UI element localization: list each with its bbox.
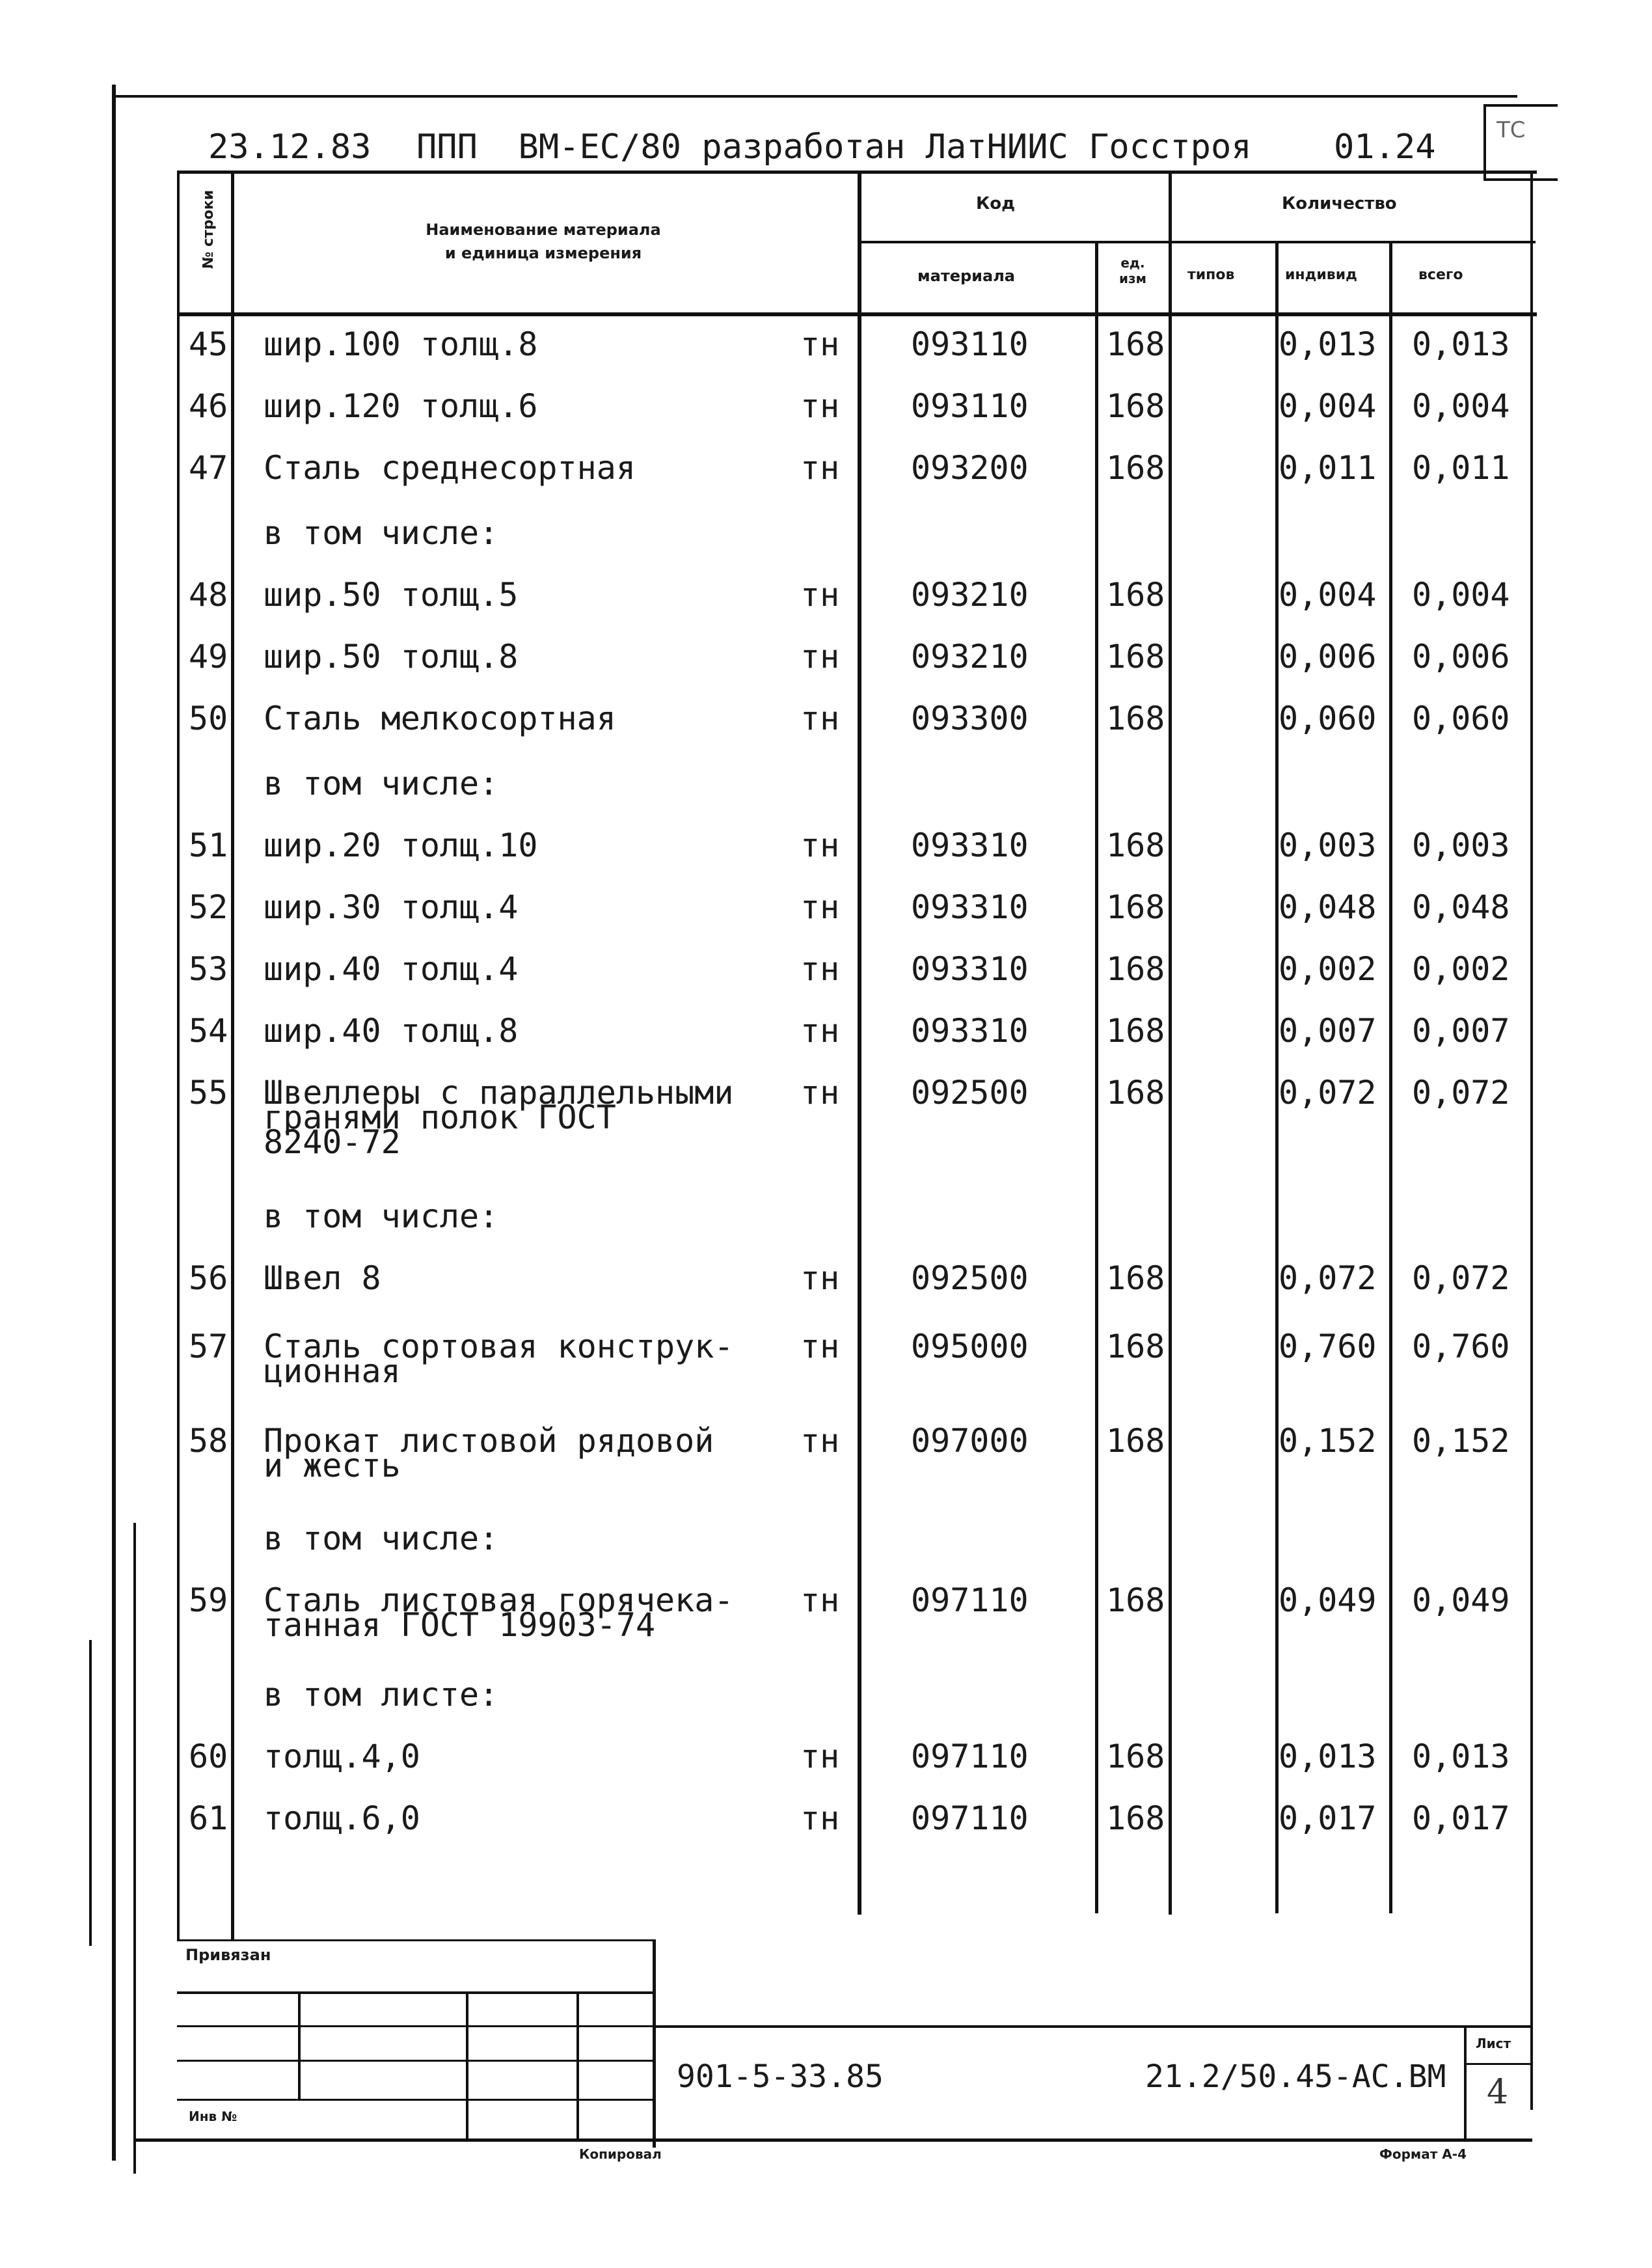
- header-qty-types: типов: [1187, 267, 1235, 283]
- cell-code: 093200: [911, 449, 1029, 487]
- header-code: 01.24: [1334, 128, 1436, 167]
- cell-name: Прокат листовой рядовой и жесть: [264, 1422, 714, 1484]
- cell-code: 092500: [911, 1259, 1029, 1297]
- corner-mark: ТС: [1496, 117, 1526, 143]
- col-line-6: [1389, 241, 1392, 1913]
- cell-no: 49: [189, 638, 228, 676]
- cell-ed: 168: [1106, 700, 1165, 737]
- cell-unit: тн: [800, 827, 840, 864]
- cell-indiv: 0,049: [1279, 1581, 1377, 1619]
- cell-name: шир.40 толщ.4: [264, 950, 519, 988]
- cell-indiv: 0,004: [1279, 576, 1377, 614]
- privyazan-label: Привязан: [185, 1946, 271, 1964]
- cell-ed: 168: [1106, 387, 1165, 425]
- cell-ed: 168: [1106, 1259, 1165, 1297]
- cell-name: в том числе:: [264, 514, 499, 552]
- cell-ed: 168: [1106, 1738, 1165, 1775]
- copied-label: Копировал: [579, 2146, 662, 2162]
- cell-no: 60: [189, 1738, 228, 1775]
- cell-name: в том числе:: [264, 765, 499, 802]
- cell-indiv: 0,004: [1279, 387, 1377, 425]
- stamp-col-1: [298, 1991, 301, 2099]
- cell-total: 0,006: [1412, 638, 1510, 676]
- cell-name: шир.40 толщ.8: [264, 1012, 519, 1050]
- cell-no: 50: [189, 700, 228, 737]
- cell-ed: 168: [1106, 1422, 1165, 1460]
- cell-indiv: 0,072: [1279, 1259, 1377, 1297]
- cell-unit: тн: [800, 449, 840, 487]
- cell-indiv: 0,760: [1279, 1328, 1377, 1365]
- cell-indiv: 0,007: [1279, 1012, 1377, 1050]
- cell-code: 097110: [911, 1738, 1029, 1775]
- cell-name: шир.20 толщ.10: [264, 827, 538, 864]
- cell-indiv: 0,013: [1279, 1738, 1377, 1775]
- cell-no: 53: [189, 950, 228, 988]
- cell-ed: 168: [1106, 1328, 1165, 1365]
- frame-top-line: [112, 95, 1517, 98]
- cell-indiv: 0,017: [1279, 1799, 1377, 1837]
- col-line-2: [858, 171, 861, 1915]
- cell-unit: тн: [800, 1799, 840, 1837]
- cell-name: Швеллеры с параллельными гранями полок ГОСТ 8240-72: [264, 1074, 734, 1161]
- cell-ed: 168: [1106, 827, 1165, 864]
- cell-indiv: 0,002: [1279, 950, 1377, 988]
- cell-unit: тн: [800, 1074, 840, 1112]
- cell-name: Швел 8: [264, 1259, 381, 1297]
- cell-indiv: 0,060: [1279, 700, 1377, 737]
- cell-name: толщ.4,0: [264, 1738, 420, 1775]
- cell-total: 0,048: [1412, 888, 1510, 926]
- cell-code: 093310: [911, 1012, 1029, 1050]
- cell-no: 57: [189, 1328, 228, 1365]
- col-line-3: [1095, 241, 1098, 1913]
- cell-code: 093110: [911, 325, 1029, 363]
- cell-name: шир.50 толщ.5: [264, 576, 519, 614]
- cell-no: 61: [189, 1799, 228, 1837]
- frame-left-line: [112, 85, 116, 2161]
- margin-line: [133, 1523, 136, 2174]
- cell-total: 0,060: [1412, 700, 1510, 737]
- cell-total: 0,011: [1412, 449, 1510, 487]
- cell-no: 47: [189, 449, 228, 487]
- cell-total: 0,152: [1412, 1422, 1510, 1460]
- cell-total: 0,004: [1412, 576, 1510, 614]
- cell-unit: тн: [800, 1422, 840, 1460]
- header-text: ППП ВМ-ЕС/80 разработан ЛатНИИС Госстроя: [416, 128, 1252, 167]
- table-header-mid-line: [859, 241, 1536, 243]
- cell-name: Сталь листовая горячека- танная ГОСТ 19903-74: [264, 1581, 734, 1644]
- cell-ed: 168: [1106, 1074, 1165, 1112]
- cell-total: 0,017: [1412, 1799, 1510, 1837]
- stamp-col-3: [576, 1991, 579, 2141]
- cell-total: 0,013: [1412, 325, 1510, 363]
- cell-code: 093210: [911, 638, 1029, 676]
- cell-unit: тн: [800, 1328, 840, 1365]
- cell-unit: тн: [800, 888, 840, 926]
- table-header-bottom-line: [177, 312, 1537, 316]
- cell-name: шир.50 толщ.8: [264, 638, 519, 676]
- cell-code: 097000: [911, 1422, 1029, 1460]
- col-line-7: [1530, 171, 1533, 2110]
- stamp-bottom-line: [133, 2138, 1532, 2142]
- cell-no: 45: [189, 325, 228, 363]
- cell-name: шир.120 толщ.6: [264, 387, 538, 425]
- cell-unit: тн: [800, 1581, 840, 1619]
- doc-id: 21.2/50.45-АС.ВМ: [1145, 2058, 1446, 2095]
- header-qty-total: всего: [1418, 267, 1463, 283]
- cell-code: 095000: [911, 1328, 1029, 1365]
- cell-indiv: 0,003: [1279, 827, 1377, 864]
- cell-total: 0,007: [1412, 1012, 1510, 1050]
- cell-total: 0,760: [1412, 1328, 1510, 1365]
- header-code-group: Код: [976, 194, 1016, 213]
- cell-name: в том числе:: [264, 1520, 499, 1557]
- cell-total: 0,002: [1412, 950, 1510, 988]
- cell-unit: тн: [800, 638, 840, 676]
- cell-no: 58: [189, 1422, 228, 1460]
- cell-ed: 168: [1106, 325, 1165, 363]
- sheet-no: 4: [1487, 2073, 1509, 2112]
- stamp-line-2: [177, 2025, 655, 2027]
- cell-code: 093210: [911, 576, 1029, 614]
- cell-no: 54: [189, 1012, 228, 1050]
- cell-indiv: 0,048: [1279, 888, 1377, 926]
- table-top-line: [177, 171, 1537, 174]
- cell-no: 59: [189, 1581, 228, 1619]
- cell-no: 51: [189, 827, 228, 864]
- header-qty-indiv: индивид: [1285, 267, 1357, 283]
- cell-name: шир.100 толщ.8: [264, 325, 538, 363]
- cell-indiv: 0,072: [1279, 1074, 1377, 1112]
- cell-unit: тн: [800, 700, 840, 737]
- cell-unit: тн: [800, 1012, 840, 1050]
- cell-ed: 168: [1106, 888, 1165, 926]
- cell-name: в том листе:: [264, 1676, 499, 1714]
- title-block-top-line: [653, 2025, 1531, 2028]
- cell-total: 0,072: [1412, 1259, 1510, 1297]
- stamp-line-3: [177, 2060, 655, 2062]
- cell-unit: тн: [800, 387, 840, 425]
- header-row-no: № строки: [200, 189, 217, 269]
- cell-ed: 168: [1106, 1012, 1165, 1050]
- sheet-box-mid: [1464, 2063, 1532, 2065]
- cell-no: 55: [189, 1074, 228, 1112]
- cell-code: 092500: [911, 1074, 1029, 1112]
- cell-name: Сталь мелкосортная: [264, 700, 616, 737]
- cell-no: 46: [189, 387, 228, 425]
- cell-code: 093310: [911, 888, 1029, 926]
- cell-ed: 168: [1106, 576, 1165, 614]
- footer-stamp: [177, 1939, 655, 1941]
- stamp-col-2: [466, 1991, 468, 2141]
- cell-name: Сталь среднесортная: [264, 449, 636, 487]
- stamp-line-1: [177, 1991, 655, 1994]
- cell-name: толщ.6,0: [264, 1799, 420, 1837]
- cell-code: 093110: [911, 387, 1029, 425]
- cell-code: 093310: [911, 827, 1029, 864]
- cell-ed: 168: [1106, 1799, 1165, 1837]
- cell-name: шир.30 толщ.4: [264, 888, 519, 926]
- cell-no: 52: [189, 888, 228, 926]
- cell-no: 56: [189, 1259, 228, 1297]
- doc-code: 901-5-33.85: [677, 2058, 884, 2095]
- cell-total: 0,072: [1412, 1074, 1510, 1112]
- cell-ed: 168: [1106, 638, 1165, 676]
- header-date: 23.12.83: [208, 128, 372, 167]
- cell-code: 097110: [911, 1799, 1029, 1837]
- cell-total: 0,004: [1412, 387, 1510, 425]
- stamp-line-4: [177, 2099, 655, 2101]
- col-line-0: [177, 171, 180, 1941]
- col-line-1: [231, 171, 234, 1941]
- header-code-material: материала: [917, 267, 1015, 285]
- cell-unit: тн: [800, 325, 840, 363]
- format-label: Формат А-4: [1379, 2146, 1467, 2162]
- cell-name: в том числе:: [264, 1197, 499, 1235]
- cell-unit: тн: [800, 576, 840, 614]
- cell-unit: тн: [800, 1738, 840, 1775]
- header-name: Наименование материала и единица измерения: [426, 221, 661, 262]
- cell-total: 0,003: [1412, 827, 1510, 864]
- cell-total: 0,013: [1412, 1738, 1510, 1775]
- stamp-right-line: [653, 1939, 656, 2148]
- cell-code: 093310: [911, 950, 1029, 988]
- col-line-4: [1169, 171, 1172, 1915]
- header-code-unit: ед. изм: [1119, 255, 1146, 286]
- cell-ed: 168: [1106, 950, 1165, 988]
- inv-no-label: Инв №: [189, 2109, 237, 2124]
- cell-indiv: 0,152: [1279, 1422, 1377, 1460]
- cell-unit: тн: [800, 1259, 840, 1297]
- cell-name: Сталь сортовая конструк- ционная: [264, 1328, 734, 1390]
- header-qty-group: Количество: [1282, 194, 1397, 213]
- cell-indiv: 0,006: [1279, 638, 1377, 676]
- cell-ed: 168: [1106, 449, 1165, 487]
- edge-mark: [89, 1640, 92, 1946]
- cell-no: 48: [189, 576, 228, 614]
- cell-code: 093300: [911, 700, 1029, 737]
- cell-total: 0,049: [1412, 1581, 1510, 1619]
- sheet-label: Лист: [1476, 2036, 1511, 2051]
- sheet-box-left: [1464, 2025, 1467, 2140]
- cell-indiv: 0,011: [1279, 449, 1377, 487]
- cell-indiv: 0,013: [1279, 325, 1377, 363]
- cell-code: 097110: [911, 1581, 1029, 1619]
- cell-unit: тн: [800, 950, 840, 988]
- cell-ed: 168: [1106, 1581, 1165, 1619]
